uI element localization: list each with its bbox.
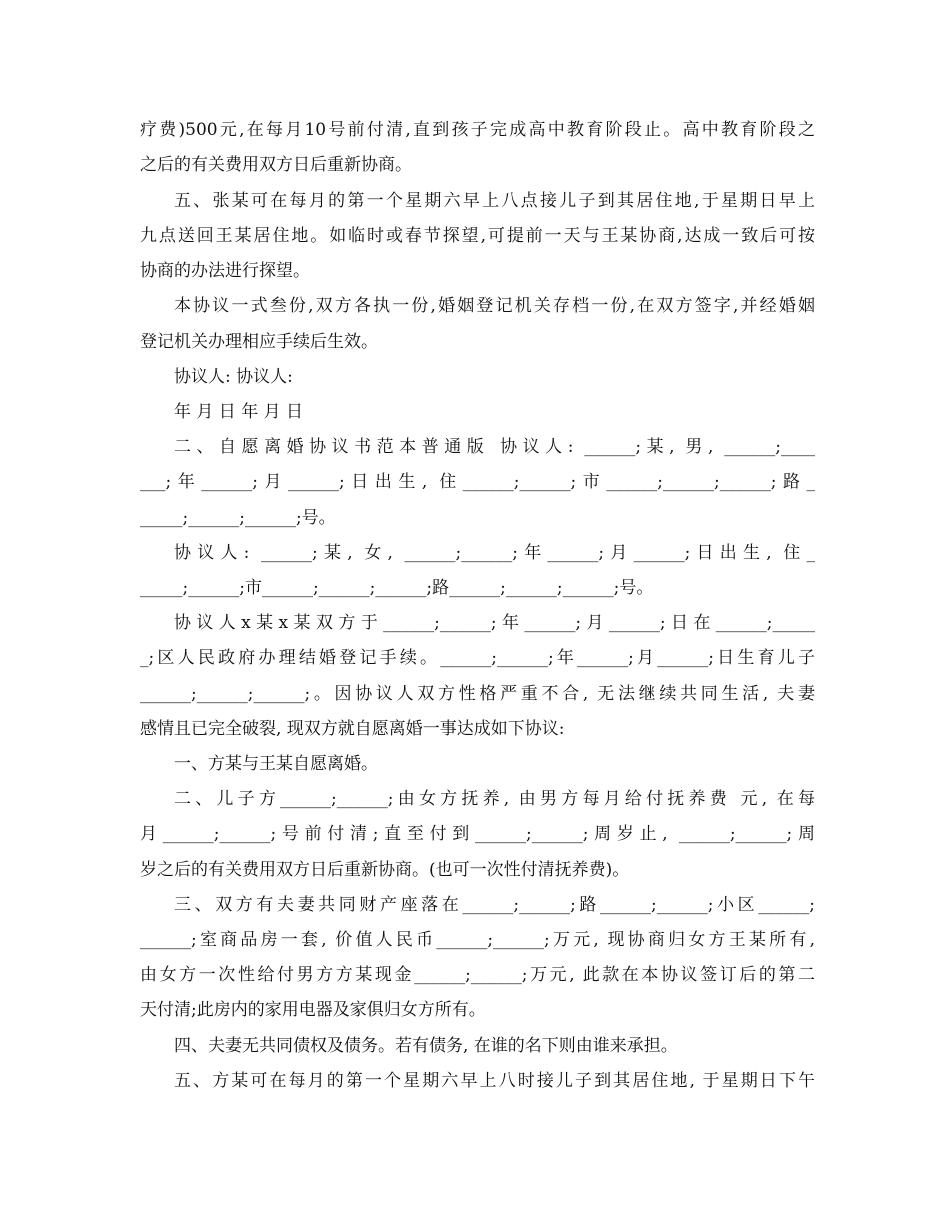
text-line: 协议人x某x某双方于______;______;年______;月______;日在______;_____: [174, 613, 815, 633]
date-line: 年 月 日 年 月 日: [174, 402, 304, 422]
text-line: 一、方某与王某自愿离婚。: [174, 754, 378, 774]
text-line: _____;______;市______;______;______;路______;______;______;号。: [140, 578, 654, 598]
text-line: 疗费)500元,在每月10号前付清,直到孩子完成高中教育阶段止。高中教育阶段之: [140, 120, 815, 140]
text-line: 天付清;此房内的家用电器及家俱归女方所有。: [140, 1000, 486, 1020]
signature-line: 协议人: 协议人:: [174, 367, 293, 387]
text-line: ______;室商品房一套, 价值人民币______;______;万元, 现协商归女方王某所有,: [140, 930, 815, 950]
text-line: 本协议一式叁份,双方各执一份,婚姻登记机关存档一份,在双方签字,并经婚姻: [174, 296, 815, 316]
text-line: 感情且已完全破裂, 现双方就自愿离婚一事达成如下协议:: [140, 719, 565, 739]
text-line: 月______;______;号前付清;直至付到______;______;周岁止, ______;______;周: [140, 824, 815, 844]
text-line: 三、双方有夫妻共同财产座落在______;______;路______;______;小区______;: [174, 895, 815, 915]
text-line: 五、张某可在每月的第一个星期六早上八点接儿子到其居住地,于星期日早上: [174, 191, 815, 211]
text-line: 之后的有关费用双方日后重新协商。: [140, 155, 412, 175]
text-line: 五、方某可在每月的第一个星期六早上八时接儿子到其居住地, 于星期日下午: [174, 1071, 815, 1091]
text-line: 由女方一次性给付男方方某现金______;______;万元, 此款在本协议签订后的第二: [140, 965, 815, 985]
text-line: 四、夫妻无共同债权及债务。若有债务, 在谁的名下则由谁来承担。: [174, 1036, 678, 1056]
text-line: 登记机关办理相应手续后生效。: [140, 332, 378, 352]
text-line: 二、自愿离婚协议书范本普通版 协议人: ______;某, 男, ______;____: [174, 437, 815, 457]
text-line: 九点送回王某居住地。如临时或春节探望,可提前一天与王某协商,达成一致后可按: [140, 226, 815, 246]
text-line: 协商的办法进行探望。: [140, 261, 310, 281]
text-line: _;区人民政府办理结婚登记手续。______;______;年______;月______;日生育儿子: [140, 648, 815, 668]
text-line: 岁之后的有关费用双方日后重新协商。(也可一次性付清抚养费)。: [140, 860, 630, 880]
text-line: ______;______;______;。因协议人双方性格严重不合, 无法继续共同生活, 夫妻: [140, 684, 815, 704]
text-line: 协议人: ______;某, 女, ______;______;年______;月______;日出生, 住_: [174, 543, 815, 563]
text-line: _____;______;______;号。: [140, 508, 336, 528]
text-line: 二、儿子方______;______;由女方抚养, 由男方每月给付抚养费 元, 在每: [174, 789, 815, 809]
text-line: ___;年______;月______;日出生, 住______;______;市______;______;______;路_: [140, 472, 815, 492]
